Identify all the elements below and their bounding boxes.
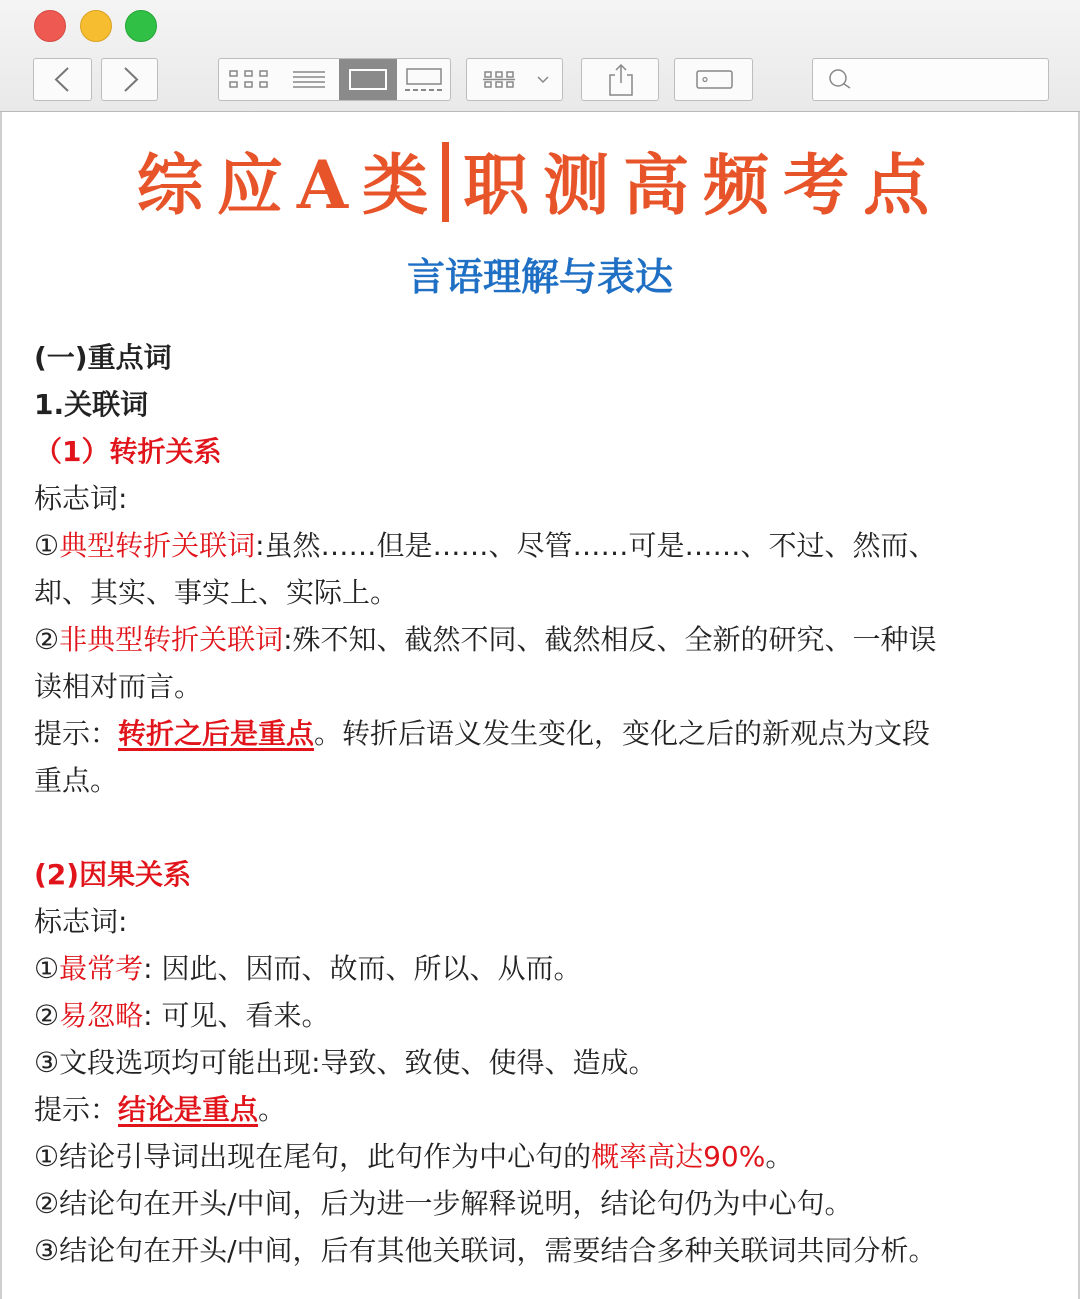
tip-label: 提示： [34,717,119,750]
part1-tip [34,710,1044,757]
grid-icon [219,59,279,100]
item-text: : 因此、因而、故而、所以、从而。 [143,952,582,985]
tip-key-phrase: 转折之后是重点 [118,717,315,750]
part2-tip [34,1086,1044,1133]
chevron-right-icon [102,59,159,100]
highlight-term: 非典型转折关联词 [59,623,284,656]
point-end: 。 [765,1140,794,1173]
share-button[interactable] [581,58,659,101]
highlight-term: 易忽略 [59,999,144,1032]
part2-item3: ③文段选项均可能出现:导致、致使、使得、造成。 [34,1046,657,1079]
highlight-term: 最常考 [59,952,144,985]
page-title [0,140,1080,230]
window-toolbar [0,0,1080,112]
back-button[interactable] [33,58,92,101]
list-icon [279,59,339,100]
spacer [34,804,1044,851]
share-icon [582,59,660,100]
column-view-button[interactable] [339,59,397,100]
forward-button[interactable] [101,58,158,101]
view-mode-segmented-control [218,58,451,101]
tip-end: 。 [258,1093,287,1126]
minimize-window-button[interactable] [80,10,112,42]
part2-marker-label: 标志词: [34,905,128,938]
arrange-grid-icon [467,59,564,100]
item-number: ② [34,999,60,1032]
column-icon [339,59,397,100]
list-view-button[interactable] [279,59,339,100]
part2-item1 [34,945,1044,992]
highlight-term: 概率高达90% [591,1140,766,1173]
tag-icon [675,59,754,100]
chevron-left-icon [34,59,93,100]
item-text: :虽然……但是……、尽管……可是……、不过、然而、 [255,529,937,562]
title-left: 综应A类 [136,146,443,224]
document-body [34,334,1044,1274]
zoom-window-button[interactable] [125,10,157,42]
part2-point3: ③结论句在开头/中间，后有其他关联词，需要结合多种关联词共同分析。 [34,1234,937,1267]
highlight-term: 典型转折关联词 [59,529,256,562]
search-icon [819,59,859,100]
part2-item2 [34,992,1044,1039]
part2-point2: ②结论句在开头/中间，后为进一步解释说明，结论句仍为中心句。 [34,1187,853,1220]
icon-view-button[interactable] [219,59,279,100]
item-number: ② [34,623,60,656]
search-field[interactable] [812,58,1049,101]
item-text: :殊不知、截然不同、截然相反、全新的研究、一种误 [283,623,937,656]
part1-item2-continued: 读相对而言。 [34,670,203,703]
item-number: ① [34,529,60,562]
subsection-heading: 1.关联词 [34,388,149,421]
tip-text: 。转折后语义发生变化，变化之后的新观点为文段 [314,717,931,750]
page-subtitle: 言语理解与表达 [406,255,673,299]
part1-item2 [34,616,1044,663]
part1-item1-continued: 却、其实、事实上、实际上。 [34,576,399,609]
gallery-view-button[interactable] [397,59,451,100]
gallery-icon [397,59,451,100]
edit-tags-button[interactable] [674,58,753,101]
part2-heading: (2)因果关系 [34,858,192,891]
item-number: ① [34,952,60,985]
part1-tip-continued: 重点。 [34,764,119,797]
chevron-down-icon [538,77,548,82]
tip-label: 提示： [34,1093,119,1126]
section-heading: (一)重点词 [34,341,172,374]
arrange-dropdown-button[interactable] [466,58,563,101]
part1-heading: （1）转折关系 [34,435,222,468]
item-text: : 可见、看来。 [143,999,330,1032]
part1-marker-label: 标志词: [34,482,128,515]
title-right: 职测高频考点 [463,146,944,224]
part2-point1 [34,1133,1044,1180]
title-divider [442,142,449,222]
part1-item1 [34,522,1044,569]
close-window-button[interactable] [34,10,66,42]
point-text: ①结论引导词出现在尾句，此句作为中心句的 [34,1140,592,1173]
tip-key-phrase: 结论是重点 [118,1093,259,1126]
